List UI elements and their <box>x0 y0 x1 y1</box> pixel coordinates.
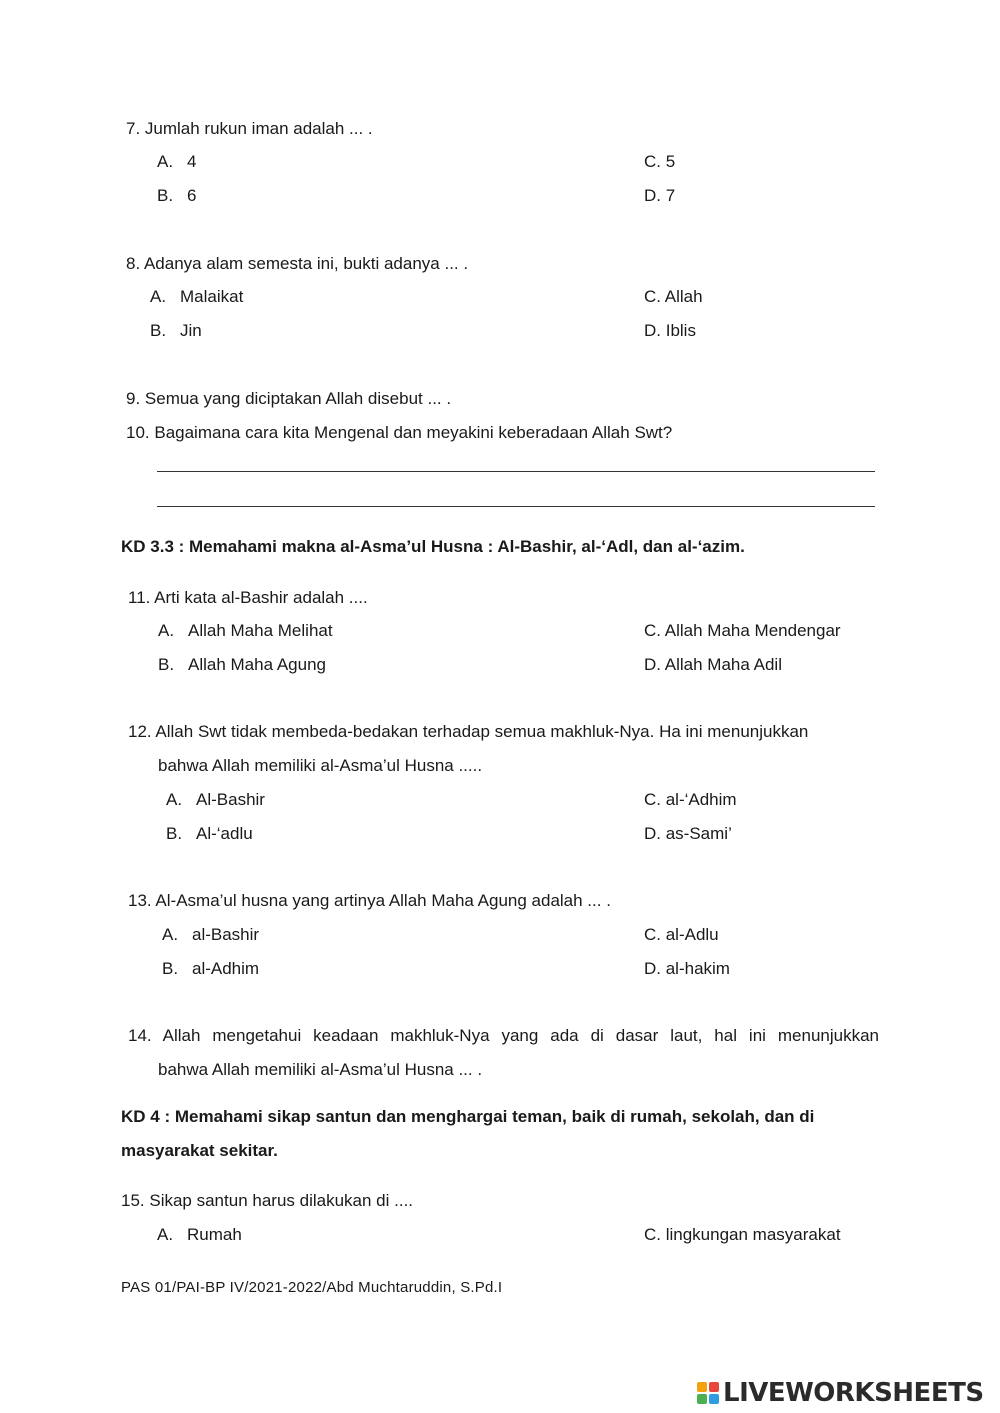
q11-option-b[interactable] <box>158 654 326 676</box>
q15-option-c[interactable]: C. lingkungan masyarakat <box>644 1225 841 1244</box>
page-footer: PAS 01/PAI-BP IV/2021-2022/Abd Muchtaruddin, S.Pd.I <box>121 1279 503 1296</box>
q12-option-a[interactable] <box>166 789 265 811</box>
section-heading-kd4-cont: masyarakat sekitar. <box>121 1141 278 1160</box>
logo-square-4 <box>709 1394 719 1404</box>
logo-square-3 <box>697 1394 707 1404</box>
q12-option-b[interactable] <box>166 823 253 845</box>
q7-option-b[interactable] <box>157 185 196 207</box>
q11-option-a[interactable] <box>158 620 333 642</box>
option-letter: A. <box>166 790 183 809</box>
option-letter: B. <box>166 824 183 843</box>
option-text: Allah Maha Melihat <box>188 621 333 640</box>
q13-option-d[interactable]: D. al-hakim <box>644 959 730 978</box>
q13-option-c[interactable]: C. al-Adlu <box>644 925 719 944</box>
section-heading-kd4: KD 4 : Memahami sikap santun dan menghargai teman, baik di rumah, sekolah, dan di <box>121 1107 815 1126</box>
question-8: 8. Adanya alam semesta ini, bukti adanya ... . <box>126 254 469 273</box>
section-heading-kd33: KD 3.3 : Memahami makna al-Asma’ul Husna : Al-Bashir, al-‘Adl, dan al-‘azim. <box>121 537 745 556</box>
q13-option-a[interactable] <box>162 924 259 946</box>
q7-option-a[interactable] <box>157 151 196 173</box>
option-letter: A. <box>158 621 175 640</box>
q12-option-d[interactable]: D. as-Sami’ <box>644 824 732 843</box>
option-letter: B. <box>162 959 179 978</box>
option-letter: A. <box>162 925 179 944</box>
q11-option-d[interactable]: D. Allah Maha Adil <box>644 655 782 674</box>
answer-line-2[interactable] <box>157 506 875 507</box>
question-10: 10. Bagaimana cara kita Mengenal dan meyakini keberadaan Allah Swt? <box>126 423 673 442</box>
option-text: Al-‘adlu <box>196 824 253 843</box>
logo-square-1 <box>697 1382 707 1392</box>
q13-option-b[interactable] <box>162 958 259 980</box>
question-9: 9. Semua yang diciptakan Allah disebut ... . <box>126 389 452 408</box>
option-text: Jin <box>180 321 202 340</box>
option-text: 6 <box>187 186 197 205</box>
question-14-cont: bahwa Allah memiliki al-Asma’ul Husna ... . <box>158 1060 483 1079</box>
liveworksheets-logo[interactable] <box>697 1376 984 1410</box>
question-15: 15. Sikap santun harus dilakukan di .... <box>121 1191 414 1210</box>
q8-option-b[interactable] <box>150 320 202 342</box>
option-letter: B. <box>158 655 175 674</box>
question-14: 14. Allah mengetahui keadaan makhluk-Nya yang ada di dasar laut, hal ini menunjukkan <box>128 1026 879 1045</box>
option-letter: A. <box>157 152 174 171</box>
question-7: 7. Jumlah rukun iman adalah ... . <box>126 119 373 138</box>
option-letter: B. <box>157 186 174 205</box>
question-12-cont: bahwa Allah memiliki al-Asma’ul Husna ..... <box>158 756 483 775</box>
option-text: Rumah <box>187 1225 242 1244</box>
option-text: Malaikat <box>180 287 244 306</box>
question-12: 12. Allah Swt tidak membeda-bedakan terhadap semua makhluk-Nya. Ha ini menunjukkan <box>128 722 809 741</box>
q7-option-d[interactable]: D. 7 <box>644 186 676 205</box>
q7-option-c[interactable]: C. 5 <box>644 152 676 171</box>
answer-line-1[interactable] <box>157 471 875 472</box>
option-letter: A. <box>150 287 167 306</box>
q11-option-c[interactable]: C. Allah Maha Mendengar <box>644 621 841 640</box>
question-13: 13. Al-Asma’ul husna yang artinya Allah Maha Agung adalah ... . <box>128 891 611 910</box>
q8-option-a[interactable] <box>150 286 243 308</box>
logo-text: LIVEWORKSHEETS <box>723 1378 984 1408</box>
q8-option-d[interactable]: D. Iblis <box>644 321 696 340</box>
logo-square-2 <box>709 1382 719 1392</box>
q15-option-a[interactable] <box>157 1224 242 1246</box>
option-text: al-Bashir <box>192 925 260 944</box>
option-text: Al-Bashir <box>196 790 265 809</box>
q12-option-c[interactable]: C. al-‘Adhim <box>644 790 737 809</box>
logo-mark-icon <box>697 1382 719 1404</box>
option-text: Allah Maha Agung <box>188 655 326 674</box>
option-letter: B. <box>150 321 167 340</box>
question-11: 11. Arti kata al-Bashir adalah .... <box>128 588 368 607</box>
option-text: al-Adhim <box>192 959 260 978</box>
option-text: 4 <box>187 152 197 171</box>
q8-option-c[interactable]: C. Allah <box>644 287 703 306</box>
option-letter: A. <box>157 1225 174 1244</box>
